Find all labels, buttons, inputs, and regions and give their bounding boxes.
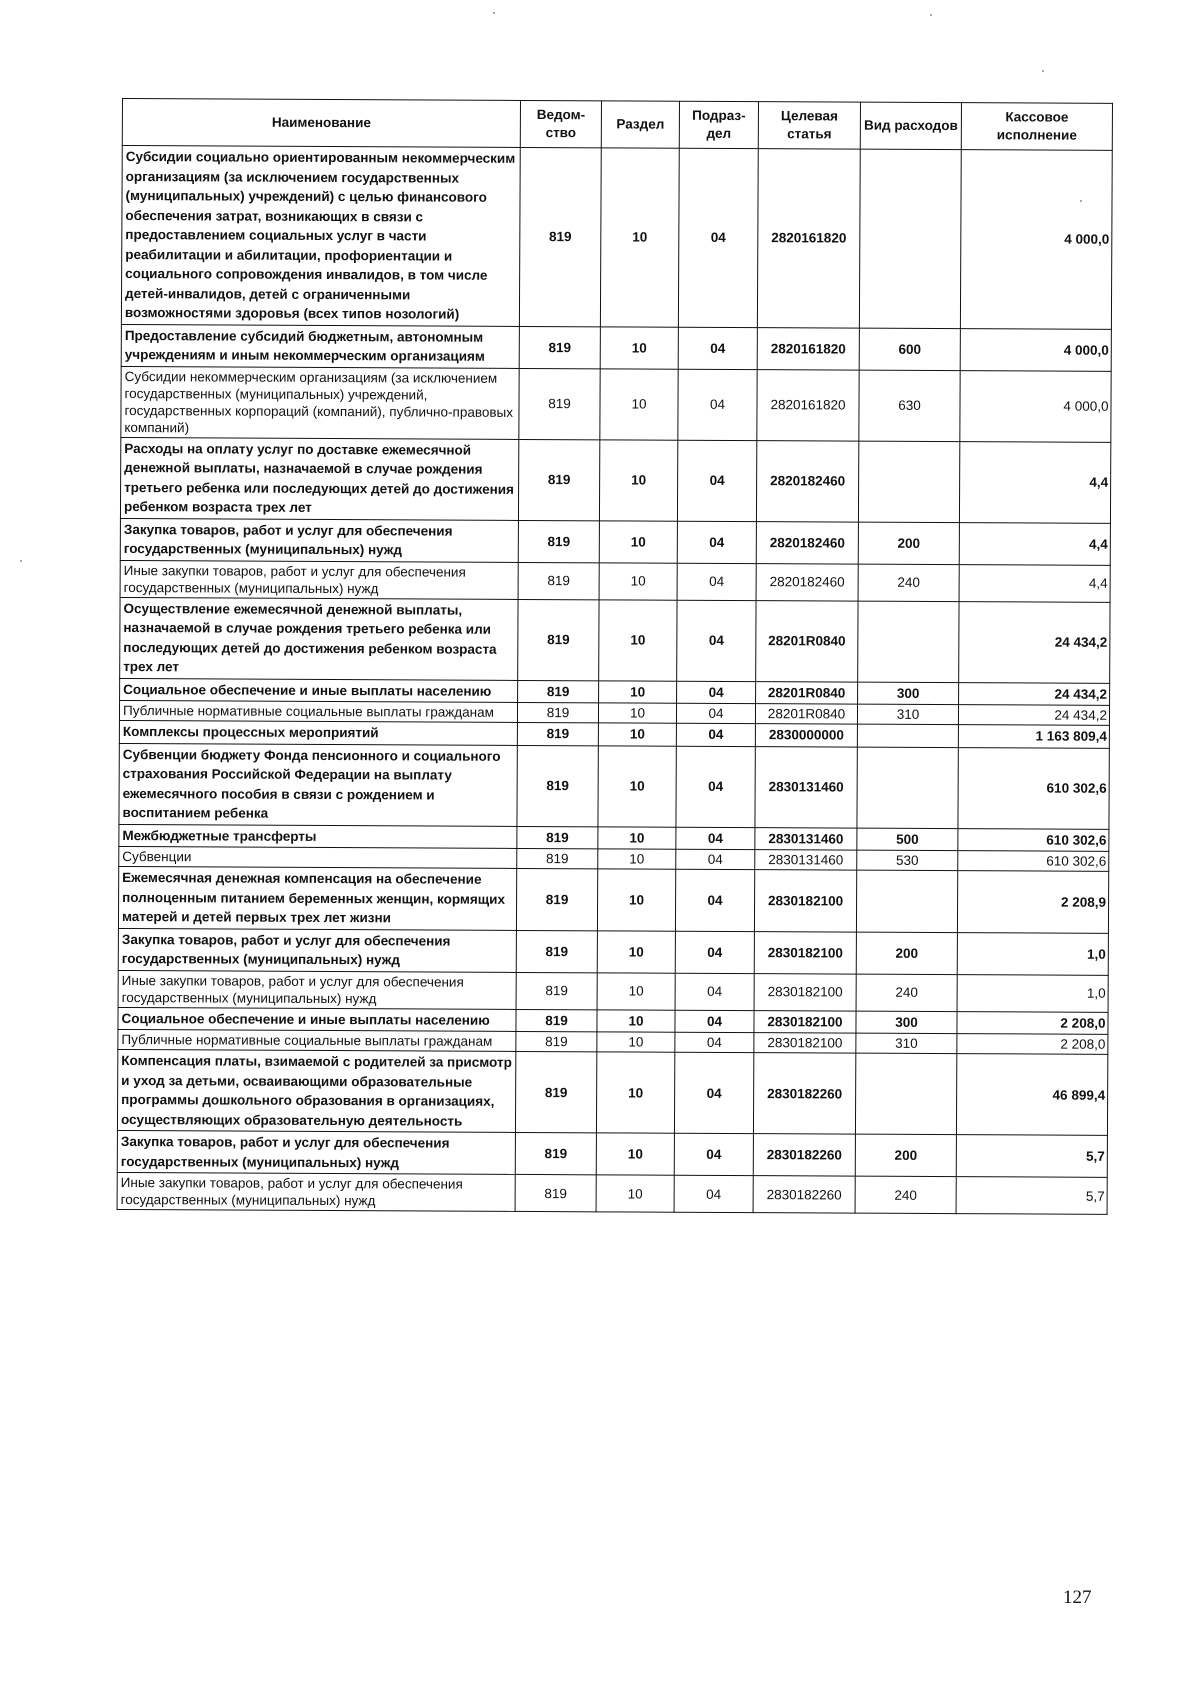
cell-subsection: 04 (677, 681, 756, 704)
cell-name: Закупка товаров, работ и услуг для обеспечения государственных (муниципальных) нужд (118, 928, 516, 972)
cell-target-article: 2830182100 (754, 1010, 856, 1033)
cell-expense-type: 630 (859, 370, 960, 441)
cell-target-article: 2820161820 (757, 369, 859, 440)
header-dept: Ведом-ство (520, 100, 601, 147)
table-row (118, 928, 1108, 975)
cell-section: 10 (597, 930, 675, 972)
cell-target-article: 2830131460 (755, 746, 857, 827)
table-row (117, 1130, 1107, 1177)
cell-target-article: 2820161820 (757, 149, 860, 328)
cell-expense-type: 240 (856, 974, 957, 1011)
cell-dept: 819 (516, 1031, 597, 1051)
cell-subsection: 04 (675, 1010, 754, 1033)
cell-name: Комплексы процессных мероприятий (119, 720, 517, 744)
cell-dept: 819 (517, 826, 598, 849)
table-header-row (122, 99, 1112, 151)
cell-name: Социальное обеспечение и иные выплаты населению (120, 678, 518, 702)
cell-target-article: 2830182100 (754, 870, 856, 932)
cell-cash-execution: 4,4 (959, 564, 1110, 602)
cell-dept: 819 (515, 1051, 596, 1132)
cell-name: Субсидии социально ориентированным некоммерческим организациям (за исключением государственных (муниципальных) учреждений) с целью финансового обеспечения затрат, возникающих в связи с предоставлением социальных услуг в части реабилитации и абилитации, профориентации и социального сопровождения инвалидов, в том числе детей-инвалидов, детей с ограниченными возможностями здоровья (всех типов нозологий) (121, 146, 520, 326)
cell-section: 10 (599, 520, 677, 562)
cell-subsection: 04 (677, 440, 756, 521)
cell-name: Расходы на оплату услуг по доставке ежемесячной денежной выплаты, назначаемой в случае рождения третьего ребенка или последующих детей до достижения ребенком возраста трех лет (120, 437, 518, 520)
cell-section: 10 (596, 1175, 674, 1212)
cell-subsection: 04 (678, 327, 757, 369)
table-row (121, 366, 1111, 442)
cell-name: Публичные нормативные социальные выплаты гражданам (119, 700, 517, 722)
cell-dept: 819 (517, 722, 598, 745)
cell-section: 10 (597, 1009, 675, 1032)
cell-dept: 819 (518, 599, 599, 680)
cell-cash-execution: 4 000,0 (960, 150, 1112, 329)
cell-expense-type (858, 601, 959, 682)
cell-name: Иные закупки товаров, работ и услуг для обеспечения государственных (муниципальных) нужд (120, 560, 518, 599)
cell-name: Публичные нормативные социальные выплаты гражданам (118, 1029, 516, 1051)
cell-name: Субвенции (119, 846, 517, 868)
cell-target-article: 28201R0840 (756, 600, 858, 681)
cell-dept: 819 (517, 745, 598, 826)
cell-name: Субсидии некоммерческим организациям (за исключением государственных (муниципальных) учреждений, государственных корпораций (компаний), публично-правовых компаний) (121, 366, 519, 439)
cell-subsection: 04 (674, 1175, 753, 1212)
table-row (118, 866, 1108, 932)
cell-target-article: 2830182100 (754, 1033, 856, 1053)
cell-section: 10 (598, 826, 676, 849)
cell-target-article: 2830131460 (755, 827, 857, 850)
cell-cash-execution: 4,4 (959, 522, 1110, 565)
cell-section: 10 (598, 703, 676, 723)
cell-cash-execution: 5,7 (956, 1177, 1107, 1215)
table-row (121, 146, 1112, 329)
cell-subsection: 04 (677, 563, 756, 600)
cell-cash-execution: 46 899,4 (956, 1054, 1107, 1136)
cell-name: Закупка товаров, работ и услуг для обеспечения государственных (муниципальных) нужд (117, 1130, 515, 1174)
cell-cash-execution: 24 434,2 (959, 601, 1110, 683)
cell-dept: 819 (519, 368, 600, 439)
cell-expense-type: 500 (857, 828, 958, 851)
cell-dept: 819 (518, 520, 599, 562)
cell-subsection: 04 (677, 600, 756, 681)
cell-dept: 819 (517, 848, 598, 868)
cell-dept: 819 (516, 972, 597, 1009)
cell-cash-execution: 1,0 (957, 932, 1108, 975)
cell-cash-execution: 5,7 (956, 1135, 1107, 1178)
cell-dept: 819 (519, 326, 600, 368)
cell-expense-type: 310 (856, 1033, 957, 1053)
cell-target-article: 2830000000 (755, 724, 857, 747)
cell-target-article: 2830182260 (753, 1134, 855, 1176)
cell-cash-execution: 1,0 (957, 974, 1108, 1012)
cell-expense-type: 240 (858, 564, 959, 601)
cell-expense-type: 310 (857, 704, 958, 724)
cell-target-article: 2830182260 (753, 1176, 855, 1213)
cell-expense-type (857, 747, 958, 828)
cell-name: Социальное обеспечение и иные выплаты населению (118, 1007, 516, 1031)
cell-cash-execution: 610 302,6 (958, 828, 1109, 851)
scan-speck (493, 12, 495, 14)
cell-expense-type: 240 (855, 1176, 956, 1213)
scan-speck (930, 14, 932, 16)
cell-dept: 819 (516, 930, 597, 972)
table-row (119, 743, 1109, 829)
cell-target-article: 2830182100 (754, 931, 856, 973)
table-row (120, 437, 1110, 523)
cell-subsection: 04 (674, 1052, 753, 1133)
cell-section: 10 (599, 562, 677, 599)
cell-expense-type: 200 (855, 1134, 956, 1176)
cell-cash-execution: 610 302,6 (958, 851, 1109, 872)
cell-section: 10 (600, 368, 678, 439)
cell-dept: 819 (519, 147, 601, 326)
cell-section: 10 (597, 1032, 675, 1052)
cell-dept: 819 (516, 1009, 597, 1032)
cell-subsection: 04 (678, 148, 758, 327)
table-row (120, 518, 1110, 565)
cell-cash-execution: 2 208,9 (957, 871, 1108, 933)
cell-cash-execution: 2 208,0 (957, 1034, 1108, 1055)
cell-section: 10 (600, 326, 678, 368)
cell-target-article: 2820182460 (756, 521, 858, 563)
scan-speck (1042, 70, 1044, 72)
cell-subsection: 04 (675, 931, 754, 973)
cell-name: Осуществление ежемесячной денежной выплаты, назначаемой в случае рождения третьего ребенка или последующих детей до достижения ребенком возраста трех лет (120, 597, 518, 680)
cell-name: Субвенции бюджету Фонда пенсионного и социального страхования Российской Федерации на выплату ежемесячного пособия в связи с рождением и воспитанием ребенка (119, 743, 517, 826)
table-row (117, 1049, 1107, 1135)
table-body (117, 146, 1112, 1215)
cell-dept: 819 (517, 702, 598, 722)
cell-subsection: 04 (677, 521, 756, 563)
cell-dept: 819 (515, 1132, 596, 1174)
cell-section: 10 (597, 869, 675, 931)
cell-cash-execution: 24 434,2 (959, 682, 1110, 705)
budget-execution-table (117, 98, 1113, 1215)
cell-section: 10 (598, 849, 676, 869)
table-row (117, 1172, 1107, 1214)
scan-speck (1080, 200, 1082, 202)
cell-expense-type: 600 (859, 328, 960, 370)
cell-expense-type: 300 (858, 682, 959, 705)
cell-target-article: 2830182100 (754, 973, 856, 1010)
header-target-article: Целевая статья (758, 102, 860, 149)
cell-expense-type: 300 (856, 1011, 957, 1034)
cell-subsection: 04 (675, 973, 754, 1010)
cell-cash-execution: 2 208,0 (957, 1011, 1108, 1034)
header-name: Наименование (122, 99, 520, 148)
cell-section: 10 (597, 972, 675, 1009)
cell-cash-execution: 4 000,0 (960, 328, 1111, 371)
cell-name: Закупка товаров, работ и услуг для обеспечения государственных (муниципальных) нужд (120, 518, 518, 562)
cell-subsection: 04 (676, 703, 755, 723)
cell-cash-execution: 610 302,6 (958, 747, 1109, 829)
cell-expense-type: 530 (857, 850, 958, 870)
cell-subsection: 04 (675, 869, 754, 931)
cell-expense-type (857, 724, 958, 747)
header-section: Раздел (601, 101, 679, 148)
cell-target-article: 28201R0840 (755, 704, 857, 724)
cell-expense-type (859, 149, 961, 328)
cell-target-article: 2820182460 (756, 563, 858, 600)
page-number: 127 (1063, 1587, 1092, 1608)
cell-name: Иные закупки товаров, работ и услуг для обеспечения государственных (муниципальных) нужд (117, 1172, 515, 1211)
cell-target-article: 2830182260 (753, 1053, 855, 1134)
cell-subsection: 04 (676, 723, 755, 746)
cell-cash-execution: 24 434,2 (958, 705, 1109, 726)
cell-subsection: 04 (676, 827, 755, 850)
cell-section: 10 (599, 439, 677, 520)
cell-expense-type (855, 1053, 956, 1134)
cell-dept: 819 (518, 562, 599, 599)
table-row (120, 597, 1110, 683)
scan-speck (20, 560, 22, 562)
cell-cash-execution: 1 163 809,4 (958, 725, 1109, 748)
cell-target-article: 28201R0840 (756, 681, 858, 704)
cell-name: Межбюджетные трансферты (119, 824, 517, 848)
cell-dept: 819 (515, 1174, 596, 1211)
table-row (120, 560, 1110, 602)
cell-expense-type: 200 (858, 522, 959, 564)
cell-section: 10 (599, 599, 677, 680)
cell-section: 10 (596, 1133, 674, 1175)
table-row (121, 324, 1111, 371)
cell-section: 10 (598, 745, 676, 826)
cell-subsection: 04 (674, 1133, 753, 1175)
cell-expense-type (856, 870, 957, 932)
cell-section: 10 (596, 1052, 674, 1133)
cell-expense-type: 200 (856, 932, 957, 974)
cell-name: Предоставление субсидий бюджетным, автономным учреждениям и иным некоммерческим организациям (121, 324, 519, 368)
cell-dept: 819 (516, 868, 597, 930)
cell-target-article: 2830131460 (755, 850, 857, 870)
cell-section: 10 (598, 723, 676, 746)
cell-name: Иные закупки товаров, работ и услуг для обеспечения государственных (муниципальных) нужд (118, 970, 516, 1009)
cell-subsection: 04 (675, 1032, 754, 1052)
cell-cash-execution: 4,4 (959, 441, 1110, 523)
cell-target-article: 2820161820 (757, 327, 859, 369)
header-cash-execution: Кассовое исполнение (961, 103, 1112, 151)
cell-dept: 819 (518, 680, 599, 703)
cell-name: Компенсация платы, взимаемой с родителей за присмотр и уход за детьми, осваивающими образовательные программы дошкольного образования в организациях, осуществляющих образовательную деятельность (117, 1049, 515, 1132)
table-row (118, 970, 1108, 1012)
cell-cash-execution: 4 000,0 (960, 370, 1111, 442)
header-expense-type: Вид расходов (860, 102, 961, 149)
cell-name: Ежемесячная денежная компенсация на обеспечение полноценным питанием беременных женщин, кормящих матерей и детей первых трех лет жизни (118, 866, 516, 929)
cell-subsection: 04 (676, 849, 755, 869)
cell-section: 10 (599, 680, 677, 703)
cell-target-article: 2820182460 (756, 440, 858, 521)
cell-subsection: 04 (676, 746, 755, 827)
cell-section: 10 (600, 148, 679, 327)
cell-subsection: 04 (678, 369, 757, 440)
header-subsection: Подраз-дел (679, 101, 758, 148)
cell-expense-type (858, 441, 959, 522)
cell-dept: 819 (518, 439, 599, 520)
